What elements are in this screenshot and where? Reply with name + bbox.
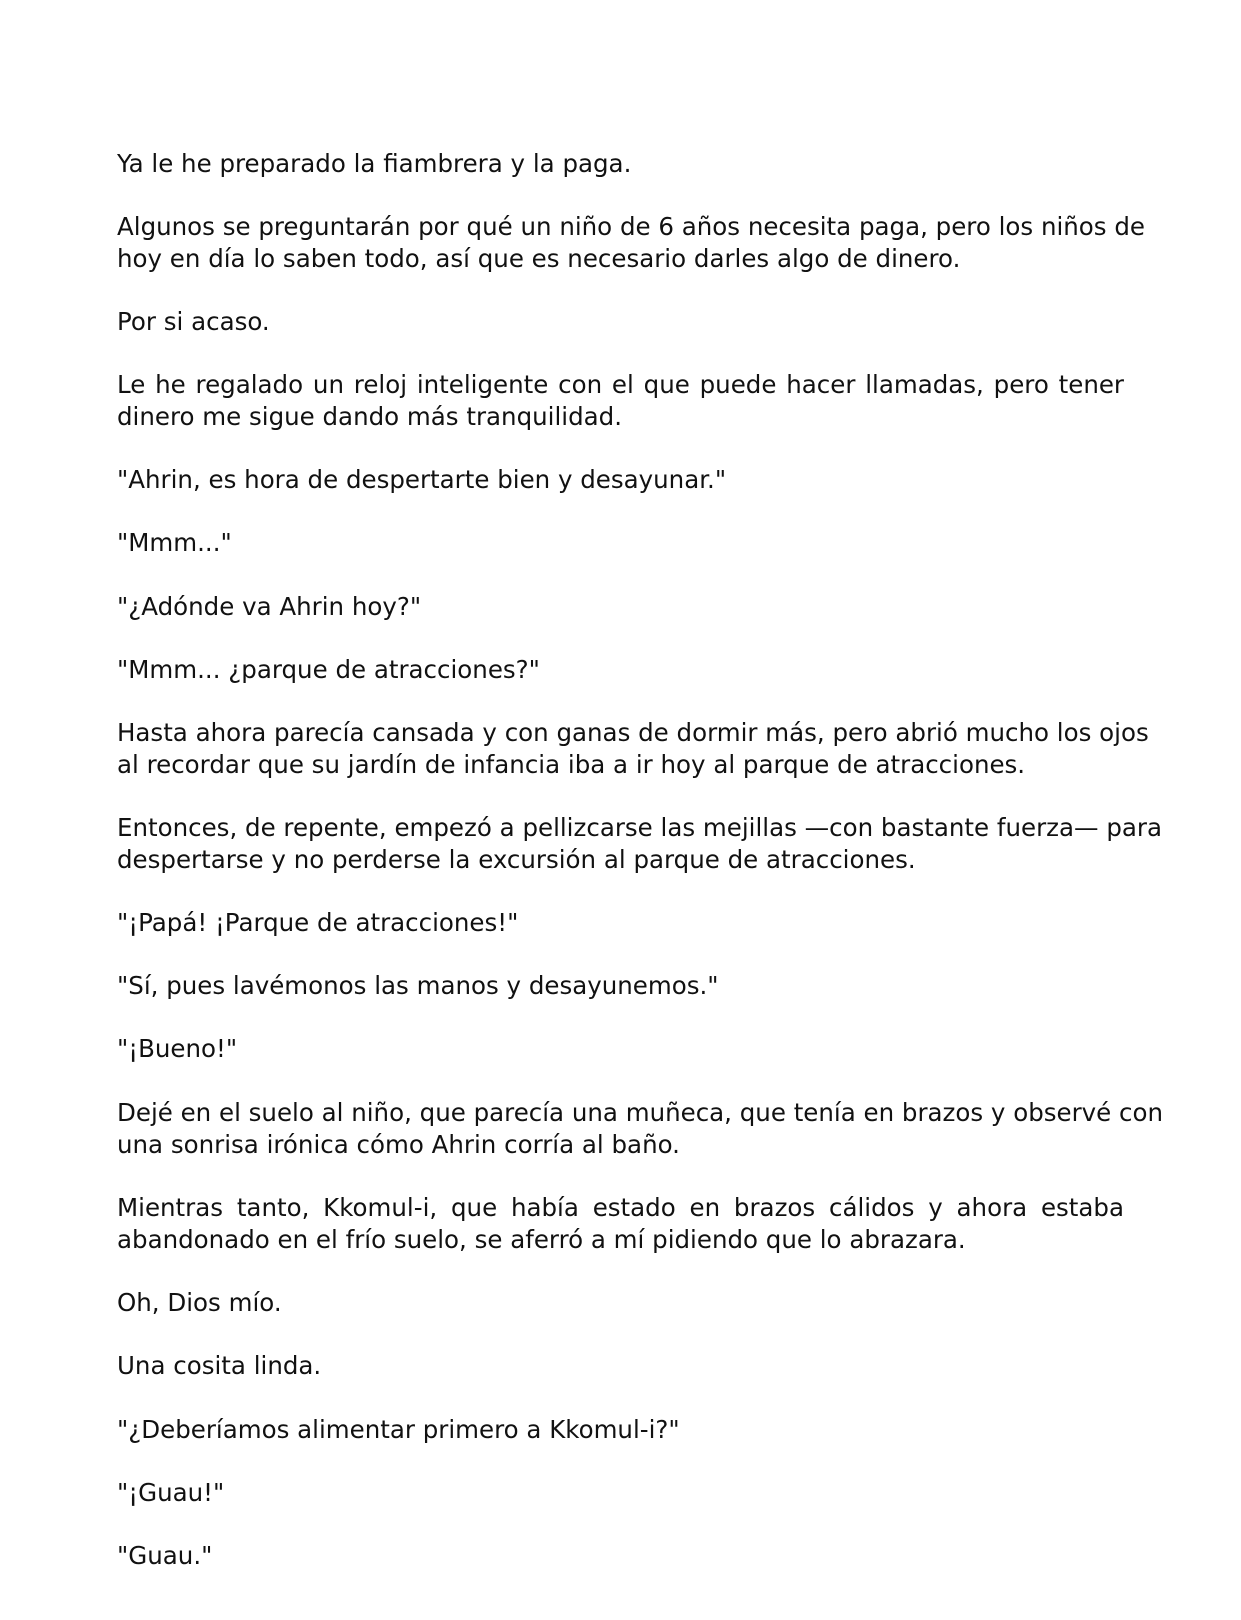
text-line: "Guau."	[117, 1541, 213, 1570]
paragraph	[117, 306, 1124, 338]
paragraph	[117, 1033, 1124, 1065]
text-line: "Mmm..."	[117, 528, 232, 557]
paragraph	[117, 1477, 1124, 1509]
text-line: despertarse y no perderse la excursión al parque de atracciones.	[117, 845, 916, 874]
paragraph	[117, 211, 1145, 275]
text-line: "¡Guau!"	[117, 1478, 225, 1507]
text-line: "¡Bueno!"	[117, 1034, 238, 1063]
text-line: Algunos se preguntarán por qué un niño de 6 años necesita paga, pero los niños de	[117, 212, 1145, 241]
text-line: "Sí, pues lavémonos las manos y desayunemos."	[117, 971, 719, 1000]
paragraph	[117, 148, 1124, 180]
text-line: Entonces, de repente, empezó a pellizcarse las mejillas —con bastante fuerza— para	[117, 813, 1162, 842]
paragraph	[117, 1350, 1124, 1382]
text-line: Hasta ahora parecía cansada y con ganas de dormir más, pero abrió mucho los ojos	[117, 718, 1149, 747]
paragraph	[117, 369, 1124, 433]
text-line: Mientras tanto, Kkomul-i, que había estado en brazos cálidos y ahora estaba	[117, 1193, 1124, 1222]
text-line: una sonrisa irónica cómo Ahrin corría al baño.	[117, 1130, 680, 1159]
text-line: Oh, Dios mío.	[117, 1288, 282, 1317]
paragraph	[117, 717, 1149, 781]
paragraph	[117, 464, 1124, 496]
paragraph	[117, 970, 1124, 1002]
paragraph	[117, 1540, 1124, 1572]
paragraph	[117, 1287, 1124, 1319]
text-line: "Mmm... ¿parque de atracciones?"	[117, 655, 540, 684]
text-line: Por si acaso.	[117, 307, 270, 336]
text-line: dinero me sigue dando más tranquilidad.	[117, 402, 622, 431]
text-line: Ya le he preparado la fiambrera y la paga.	[117, 149, 632, 178]
paragraph	[117, 527, 1124, 559]
text-line: Dejé en el suelo al niño, que parecía una muñeca, que tenía en brazos y observé con	[117, 1098, 1164, 1127]
paragraph	[117, 591, 1124, 623]
paragraph	[117, 654, 1124, 686]
text-line: abandonado en el frío suelo, se aferró a mí pidiendo que lo abrazara.	[117, 1225, 966, 1254]
text-line: "¡Papá! ¡Parque de atracciones!"	[117, 908, 519, 937]
text-line: "¿Adónde va Ahrin hoy?"	[117, 592, 422, 621]
paragraph	[117, 1414, 1124, 1446]
text-line: Le he regalado un reloj inteligente con el que puede hacer llamadas, pero tener	[117, 370, 1124, 399]
paragraph	[117, 907, 1124, 939]
text-line: "¿Deberíamos alimentar primero a Kkomul-i?"	[117, 1415, 680, 1444]
paragraph	[117, 812, 1162, 876]
paragraph	[117, 1097, 1164, 1161]
text-line: al recordar que su jardín de infancia iba a ir hoy al parque de atracciones.	[117, 750, 1026, 779]
text-line: hoy en día lo saben todo, así que es necesario darles algo de dinero.	[117, 244, 961, 273]
paragraph	[117, 1192, 1124, 1256]
text-line: "Ahrin, es hora de despertarte bien y desayunar."	[117, 465, 727, 494]
text-line: Una cosita linda.	[117, 1351, 322, 1380]
